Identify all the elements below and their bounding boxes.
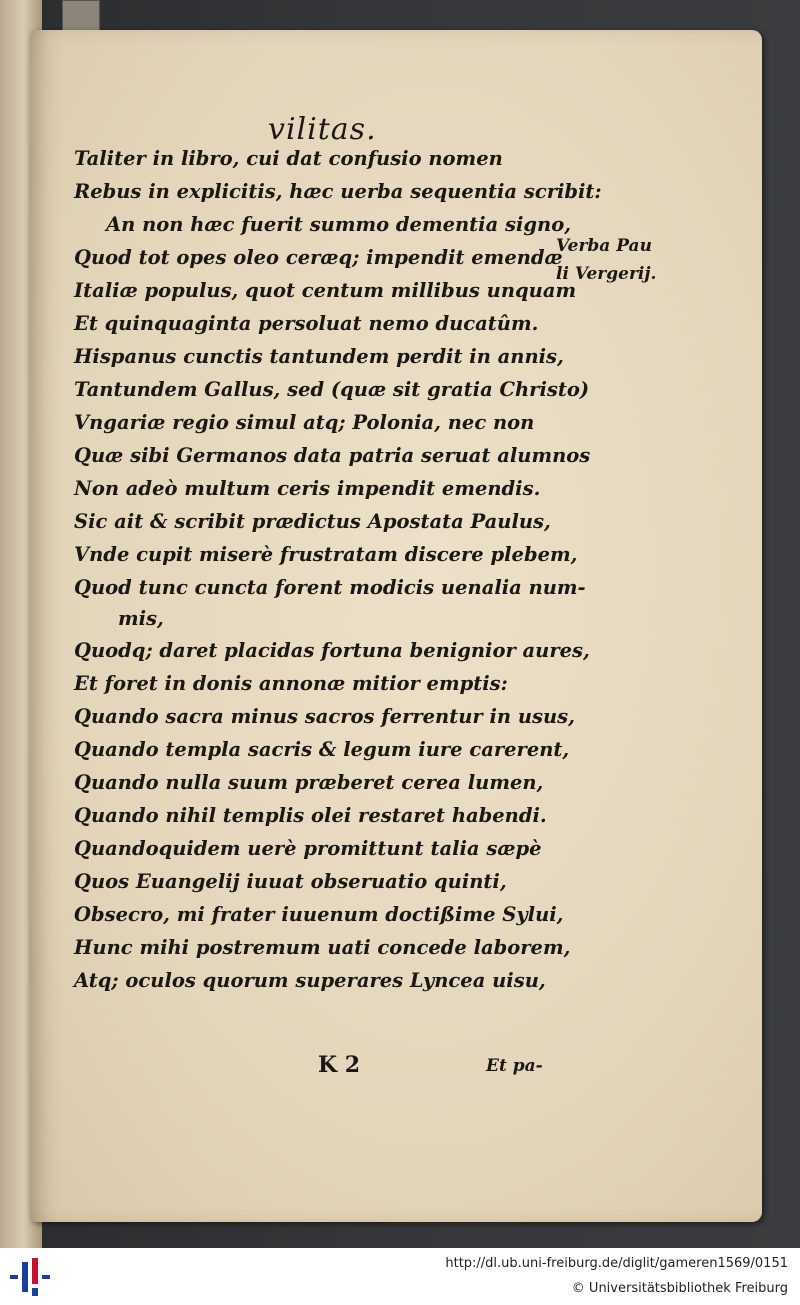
margin-note — [556, 232, 676, 288]
text-line: Quodq; daret placidas fortuna benignior aures, — [74, 639, 590, 662]
text-line: Rebus in explicitis, hæc uerba sequentia scribit: — [74, 180, 602, 203]
text-line: Hunc mihi postremum uati concede laborem, — [74, 936, 571, 959]
text-line: An non hæc fuerit summo dementia signo, — [106, 213, 572, 236]
text-line: Quod tunc cuncta forent modicis uenalia num- — [74, 576, 586, 599]
library-logo-icon — [10, 1256, 50, 1298]
text-line: Quos Euangelij iuuat obseruatio quinti, — [74, 870, 507, 893]
permalink-url[interactable]: http://dl.ub.uni-freiburg.de/diglit/gameren1569/0151 — [445, 1256, 788, 1271]
text-line: Quæ sibi Germanos data patria seruat alumnos — [74, 444, 591, 467]
text-line: Quandoquidem uerè promittunt talia sæpè — [74, 837, 542, 860]
text-line: Quando nihil templis olei restaret habendi. — [74, 804, 547, 827]
text-line: Et foret in donis annonæ mitior emptis: — [74, 672, 508, 695]
text-line: Non adeò multum ceris impendit emendis. — [74, 477, 541, 500]
text-line: Vngariæ regio simul atq; Polonia, nec non — [74, 411, 535, 434]
margin-note-line: li Vergerij. — [556, 264, 657, 284]
margin-note-line: Verba Pau — [556, 236, 652, 256]
text-line: Quando templa sacris & legum iure carerent, — [74, 738, 570, 761]
text-line: Tantundem Gallus, sed (quæ sit gratia Christo) — [74, 378, 590, 401]
copyright-notice: © Universitätsbibliothek Freiburg — [571, 1281, 788, 1296]
text-line: Italiæ populus, quot centum millibus unquam — [74, 279, 577, 302]
text-line: Et quinquaginta persoluat nemo ducatûm. — [74, 312, 539, 335]
text-line: Taliter in libro, cui dat confusio nomen — [74, 147, 503, 170]
catchword: Et pa- — [486, 1056, 543, 1076]
text-line: Hispanus cunctis tantundem perdit in annis, — [74, 345, 564, 368]
running-head: vilitas. — [268, 112, 377, 147]
text-line-continuation: mis, — [118, 607, 164, 630]
text-line: Quando nulla suum præberet cerea lumen, — [74, 771, 544, 794]
viewer-footer — [0, 1248, 800, 1305]
signature-mark: K 2 — [318, 1052, 361, 1078]
text-line: Obsecro, mi frater iuuenum doctißime Sylui, — [74, 903, 564, 926]
text-line: Vnde cupit miserè frustratam discere plebem, — [74, 543, 578, 566]
text-line: Quando sacra minus sacros ferrentur in usus, — [74, 705, 575, 728]
verse-text — [74, 142, 602, 997]
text-line: Sic ait & scribit prædictus Apostata Paulus, — [74, 510, 551, 533]
text-line: Atq; oculos quorum superares Lyncea uisu, — [74, 969, 546, 992]
text-line: Quod tot opes oleo ceræq; impendit emendæ — [74, 246, 563, 269]
